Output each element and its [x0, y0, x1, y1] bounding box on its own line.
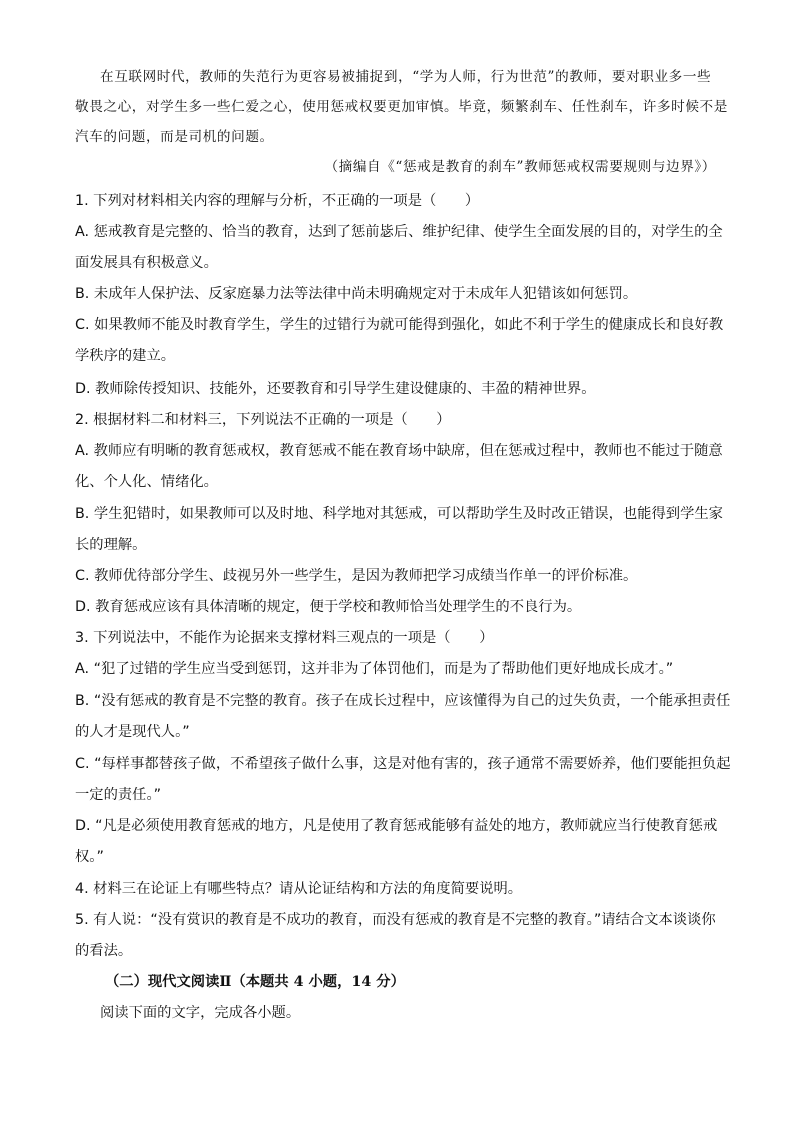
option-c: C. “每样事都替孩子做，不希望孩子做什么事，这是对他有害的，孩子通常不需要娇养，他们要能担负起: [75, 756, 731, 772]
question-stem: 1. 下列对材料相关内容的理解与分析，不正确的一项是（ ）: [75, 193, 480, 209]
option-b-cont: 长的理解。: [75, 537, 147, 553]
option-c-cont: 一定的责任。”: [75, 787, 162, 803]
question-stem-cont: 的看法。: [75, 943, 133, 959]
question-stem: 3. 下列说法中，不能作为论据来支撑材料三观点的一项是（ ）: [75, 630, 494, 646]
option-b: B. 学生犯错时，如果教师可以及时地、科学地对其惩戒，可以帮助学生及时改正错误，也能得到学生家: [75, 506, 723, 522]
passage-source: （摘编自《“惩戒是教育的刹车”教师惩戒权需要规则与边界》）: [324, 159, 716, 175]
option-c-cont: 学秩序的建立。: [75, 348, 176, 364]
option-a: A. “犯了过错的学生应当受到惩罚，这并非为了体罚他们，而是为了帮助他们更好地成长成才。”: [75, 661, 674, 677]
passage-line: 敬畏之心，对学生多一些仁爱之心，使用惩戒权要更加审慎。毕竟，频繁刹车、任性刹车，许多时候不是: [75, 99, 728, 115]
option-d: D. 教师除传授知识、技能外，还要教育和引导学生建设健康的、丰盈的精神世界。: [75, 381, 596, 397]
section-instruction: 阅读下面的文字，完成各小题。: [100, 1005, 301, 1021]
option-c: C. 如果教师不能及时教育学生，学生的过错行为就可能得到强化，如此不利于学生的健康成长和良好教: [75, 317, 724, 333]
option-a-cont: 面发展具有积极意义。: [75, 255, 218, 271]
option-d-cont: 权。”: [75, 849, 104, 865]
option-d: D. “凡是必须使用教育惩戒的地方，凡是使用了教育惩戒能够有益处的地方，教师就应当行使教育惩戒: [75, 818, 718, 834]
option-a-cont: 化、个人化、情绪化。: [75, 474, 218, 490]
option-a: A. 惩戒教育是完整的、恰当的教育，达到了惩前毖后、维护纪律、使学生全面发展的目的，对学生的全: [75, 224, 723, 240]
passage-line: 汽车的问题，而是司机的问题。: [75, 129, 274, 145]
option-d: D. 教育惩戒应该有具体清晰的规定，便于学校和教师恰当处理学生的不良行为。: [75, 599, 582, 615]
option-b-cont: 的人才是现代人。”: [75, 724, 190, 740]
question-stem: 4. 材料三在论证上有哪些特点？请从论证结构和方法的角度简要说明。: [75, 881, 523, 897]
option-b: B. “没有惩戒的教育是不完整的教育。孩子在成长过程中，应该懂得为自己的过失负责，一个能承担责任: [75, 693, 731, 709]
option-a: A. 教师应有明晰的教育惩戒权，教育惩戒不能在教育场中缺席，但在惩戒过程中，教师也不能过于随意: [75, 443, 723, 459]
question-stem: 2. 根据材料二和材料三，下列说法不正确的一项是（ ）: [75, 412, 451, 428]
question-stem: 5. 有人说：“没有赏识的教育是不成功的教育，而没有惩戒的教育是不完整的教育。”请结合文本谈谈你: [75, 912, 716, 928]
option-c: C. 教师优待部分学生、歧视另外一些学生，是因为教师把学习成绩当作单一的评价标准。: [75, 568, 638, 584]
option-b: B. 未成年人保护法、反家庭暴力法等法律中尚未明确规定对于未成年人犯错该如何惩罚。: [75, 286, 638, 302]
passage-line: 在互联网时代，教师的失范行为更容易被捕捉到，“学为人师，行为世范”的教师，要对职业多一些: [100, 69, 712, 85]
section-heading: （二）现代文阅读Ⅱ（本题共 4 小题，14 分）: [105, 974, 405, 990]
